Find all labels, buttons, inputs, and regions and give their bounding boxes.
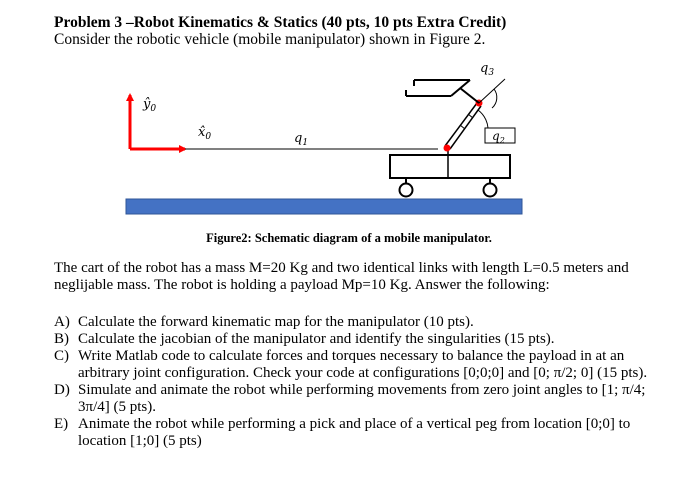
problem-title: Problem 3 –Robot Kinematics & Statics (40 pts, 10 pts Extra Credit) — [54, 14, 507, 31]
figure-caption: Figure2: Schematic diagram of a mobile manipulator. — [206, 231, 492, 245]
question-text: Write Matlab code to calculate forces and torques necessary to balance the payload in at an arbitrary joint configuration. Check your code at configurations [0;0;0] and [0; π/2; 0] (15 pts). — [78, 348, 648, 381]
question-item-b — [54, 331, 654, 348]
question-label: D) — [54, 382, 70, 398]
q3-angle-arc — [492, 89, 497, 108]
mobile-manipulator-figure — [0, 0, 698, 230]
question-item-a — [54, 314, 654, 331]
question-item-e — [54, 416, 654, 450]
gripper-wrist — [460, 88, 479, 103]
cart-body — [390, 155, 510, 178]
q3-label: $q_3$ — [480, 61, 495, 78]
arm-link-edge-2 — [450, 106, 481, 149]
q3-reference-line — [479, 79, 505, 103]
y0-label: $ŷ_0$ — [143, 97, 157, 114]
left-wheel — [400, 184, 413, 197]
ground-bar — [126, 199, 522, 214]
problem-description: The cart of the robot has a mass M=20 Kg and two identical links with length L=0.5 meters and neglijable mass. The robot is holding a payload Mp=10 Kg. Answer the following: — [54, 260, 629, 293]
q2-label: $q_2$ — [492, 129, 505, 145]
arm-link-hatch-1 — [460, 125, 465, 129]
q1-label: $q_1$ — [294, 131, 309, 148]
x0-label: $x̂_0$ — [198, 125, 212, 142]
question-label: E) — [54, 416, 69, 432]
question-label: C) — [54, 348, 69, 364]
question-text: Simulate and animate the robot while performing movements from zero joint angles to [1; π/4; 3π/4] (5 pts). — [78, 382, 646, 415]
question-list — [54, 314, 654, 450]
question-text: Calculate the forward kinematic map for the manipulator (10 pts). — [78, 314, 474, 330]
question-label: A) — [54, 314, 70, 330]
question-text: Animate the robot while performing a pick and place of a vertical peg from location [0;0] to location [1;0] (5 pts) — [78, 416, 631, 449]
question-item-c — [54, 348, 654, 382]
arm-link-edge-1 — [445, 103, 477, 146]
right-wheel — [484, 184, 497, 197]
problem-intro: Consider the robotic vehicle (mobile manipulator) shown in Figure 2. — [54, 31, 486, 48]
arm-link-hatch-2 — [468, 114, 473, 118]
question-text: Calculate the jacobian of the manipulator and identify the singularities (15 pts). — [78, 331, 555, 347]
question-item-d — [54, 382, 654, 416]
base-joint — [444, 145, 451, 152]
question-label: B) — [54, 331, 69, 347]
